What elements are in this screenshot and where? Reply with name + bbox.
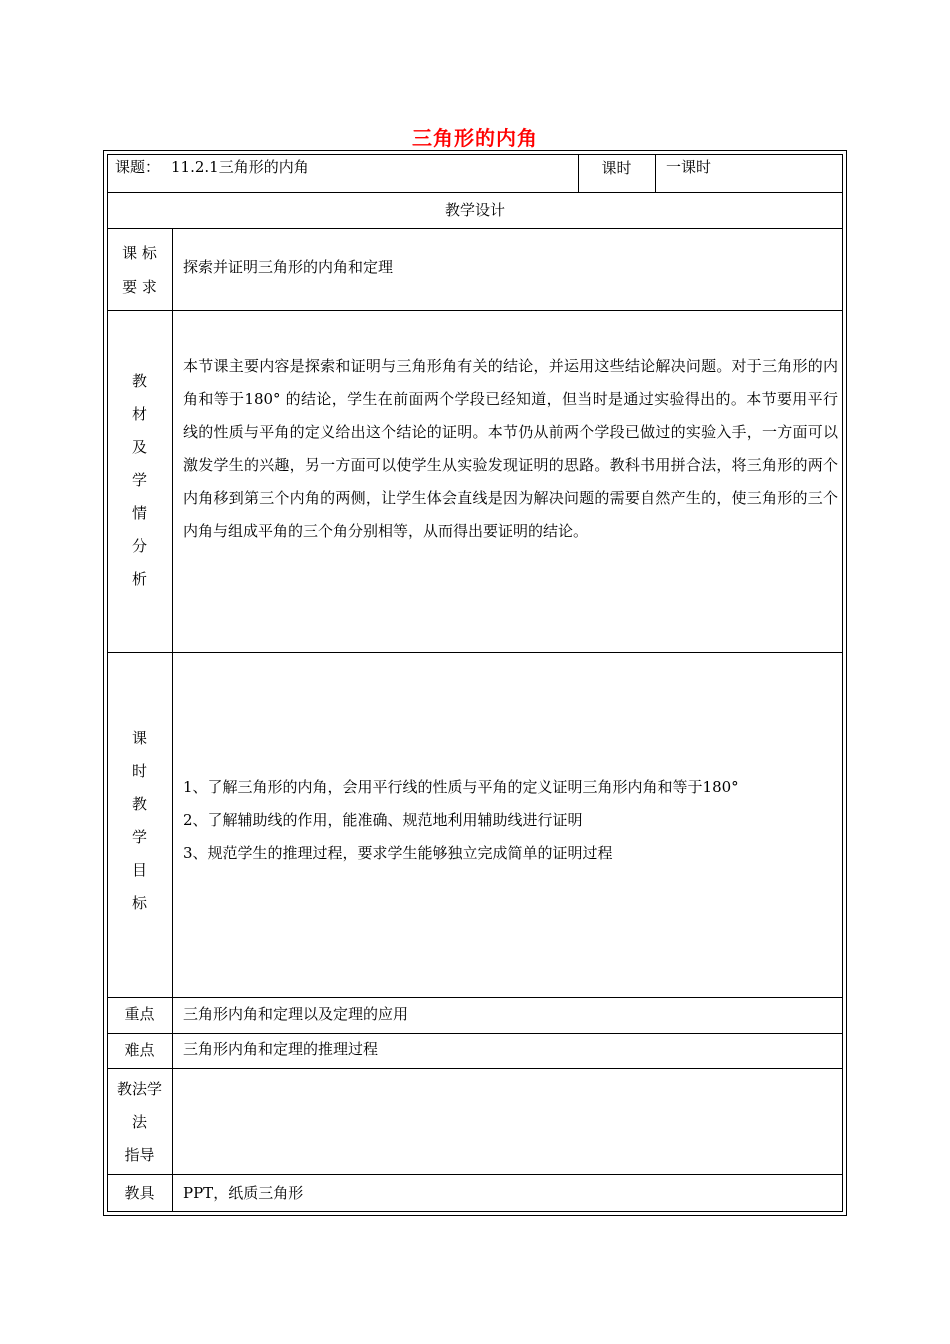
table-top-border (107, 154, 843, 155)
key-point-label: 重点 (124, 1005, 155, 1023)
tools-content: PPT，纸质三角形 (183, 1184, 304, 1202)
objective-item: 1、了解三角形的内角，会用平行线的性质与平角的定义证明三角形内角和等于180° (183, 778, 739, 796)
objectives-label: 课 时 教 学 目 标 (131, 729, 147, 912)
objective-item: 2、了解辅助线的作用，能准确、规范地利用辅助线进行证明 (183, 811, 583, 829)
key-point-content: 三角形内角和定理以及定理的应用 (183, 1005, 409, 1023)
table-bottom-border (107, 1211, 843, 1212)
curriculum-content: 探索并证明三角形的内角和定理 (183, 258, 394, 276)
topic-label: 课题： (115, 158, 161, 176)
section-heading: 教学设计 (444, 201, 505, 219)
objectives-list (183, 771, 838, 870)
period-value: 一课时 (666, 158, 712, 176)
difficulty-label: 难点 (124, 1041, 155, 1059)
row-divider (107, 192, 843, 193)
method-label: 教法学 法 指导 (116, 1080, 162, 1164)
period-label: 课时 (601, 159, 632, 177)
analysis-label: 教 材 及 学 情 分 析 (131, 372, 147, 588)
lesson-plan-table (107, 154, 843, 1212)
tools-label: 教具 (124, 1184, 155, 1202)
row-divider (107, 997, 843, 998)
analysis-content: 本节课主要内容是探索和证明与三角形角有关的结论，并运用这些结论解决问题。对于三角形的内角和等于180° 的结论，学生在前面两个学段已经知道，但当时是通过实验得出的。本节要用平行线的性质与平角的定义给出这个结论的证明。本节仍从前两个学段已做过的实验入手，一方面可以激发学生的兴趣，另一方面可以使学生从实验发现证明的思路。教科书用拼合法，将三角形的两个内角移到第三个内角的两侧，让学生体会直线是因为解决问题的需要自然产生的，使三角形的三个内角与组成平角的三个角分别相等，从而得出要证明的结论。 (183, 357, 838, 540)
document-title: 三角形的内角 (412, 126, 538, 150)
row-divider (107, 1068, 843, 1069)
row-divider (107, 310, 843, 311)
row-divider (107, 1033, 843, 1034)
objective-item: 3、规范学生的推理过程，要求学生能够独立完成简单的证明过程 (183, 844, 613, 862)
topic-value: 11.2.1三角形的内角 (171, 158, 309, 176)
difficulty-content: 三角形内角和定理的推理过程 (183, 1040, 379, 1058)
table-right-border (842, 154, 843, 1212)
label-column-divider (172, 228, 173, 1212)
row-divider (107, 652, 843, 653)
column-divider (655, 154, 656, 192)
row-divider (107, 228, 843, 229)
curriculum-label: 课 标 要 求 (122, 244, 157, 296)
row-divider (107, 1174, 843, 1175)
